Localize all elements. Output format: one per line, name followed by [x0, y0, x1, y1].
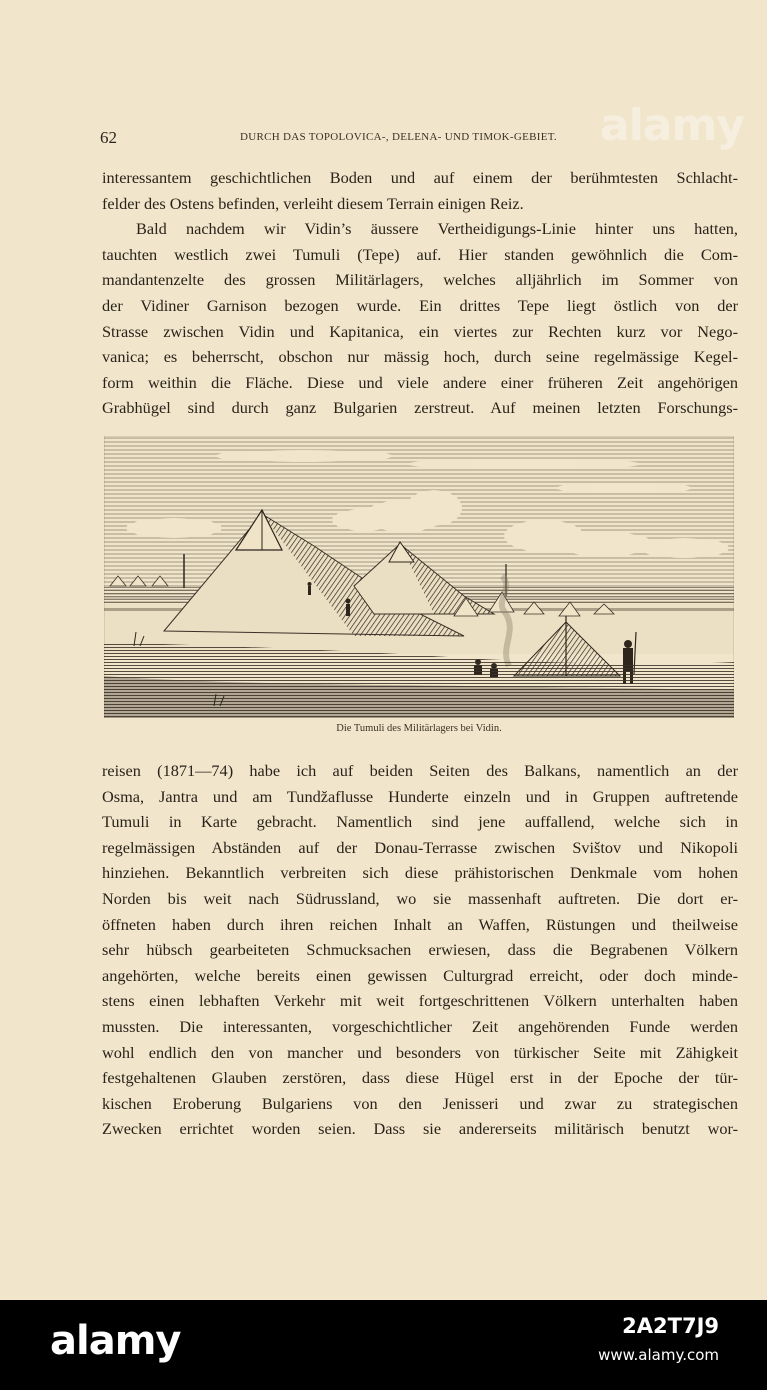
watermark-logo-footer: alamy — [50, 1318, 181, 1364]
text-line: felder des Ostens befinden, verleiht diesem Terrain einigen Reiz. — [102, 193, 524, 213]
text-line: Osma, Jantra und am Tundžaflusse Hunderte einzeln und in Gruppen auftretende — [102, 786, 738, 806]
page-number: 62 — [100, 128, 117, 147]
figure-caption: Die Tumuli des Militärlagers bei Vidin. — [336, 723, 502, 734]
text-line: tauchten westlich zwei Tumuli (Tepe) auf. Hier standen gewöhnlich die Com- — [102, 244, 738, 264]
text-line: reisen (1871—74) habe ich auf beiden Seiten des Balkans, namentlich an der — [102, 761, 738, 780]
image-id: 2A2T7J9 — [622, 1314, 719, 1338]
text-line: Zwecken errichtet worden seien. Dass sie andererseits militärisch benutzt wor- — [102, 1119, 738, 1139]
text-line: mandantenzelte des grossen Militärlagers, welches alljährlich im Sommer von — [102, 270, 738, 290]
engraving-illustration — [104, 436, 734, 718]
text-line: wohl endlich den von mancher und besonders von türkischer Seite mit Zähigkeit — [102, 1042, 738, 1062]
body-text-bottom — [102, 758, 738, 1142]
text-line: angehörten, welche bereits einen gewissen Culturgrad erreicht, oder doch minde- — [102, 965, 738, 985]
text-line: Strasse zwischen Vidin und Kapitanica, ein viertes zur Rechten kurz vor Nego- — [102, 321, 738, 341]
text-line: Tumuli in Karte gebracht. Namentlich sind jene auffallend, welche sich in — [102, 812, 738, 832]
text-line: festgehaltenen Glauben zerstören, dass diese Hügel erst in der Epoche der tür- — [102, 1068, 738, 1088]
watermark-url: www.alamy.com — [598, 1346, 719, 1364]
text-line: vanica; es beherrscht, obschon nur mässig hoch, durch seine regelmässige Kegel- — [102, 347, 738, 367]
text-line: form weithin die Fläche. Diese und viele andere einer früheren Zeit angehörigen — [102, 372, 738, 392]
text-line: Grabhügel sind durch ganz Bulgarien zerstreut. Auf meinen letzten Forschungs- — [102, 398, 738, 418]
text-line: der Vidiner Garnison bezogen wurde. Ein drittes Tepe liegt östlich von der — [102, 295, 738, 315]
text-line: mussten. Die interessanten, vorgeschichtlicher Zeit angehörenden Funde werden — [102, 1016, 738, 1036]
text-line: regelmässigen Abständen auf der Donau-Terrasse zwischen Svištov und Nikopoli — [102, 837, 738, 857]
text-line: interessantem geschichtlichen Boden und auf einem der berühmtesten Schlacht- — [102, 168, 738, 187]
text-line: Norden bis weit nach Südrussland, wo sie massenhaft auftreten. Die dort er- — [102, 888, 738, 908]
watermark-logo-top: alamy — [600, 100, 744, 151]
text-line: stens einen lebhaften Verkehr mit weit fortgeschrittenen Völkern unterhalten haben — [102, 991, 738, 1011]
running-head: DURCH DAS TOPOLOVICA-, DELENA- UND TIMOK-GEBIET. — [240, 131, 557, 143]
text-line: sehr hübsch gearbeiteten Schmucksachen erwiesen, dass die Begrabenen Völkern — [102, 940, 738, 960]
body-text-top — [102, 165, 738, 421]
text-line: hinziehen. Bekanntlich verbreiten sich diese prähistorischen Denkmale vom hohen — [102, 863, 738, 883]
text-line: kischen Eroberung Bulgariens von den Jenisseri und zwar zu strategischen — [102, 1093, 738, 1113]
text-line: Bald nachdem wir Vidin’s äussere Vertheidigungs-Linie hinter uns hatten, — [136, 219, 738, 239]
text-line: öffneten haben durch ihren reichen Inhalt an Waffen, Rüstungen und theilweise — [102, 914, 738, 934]
